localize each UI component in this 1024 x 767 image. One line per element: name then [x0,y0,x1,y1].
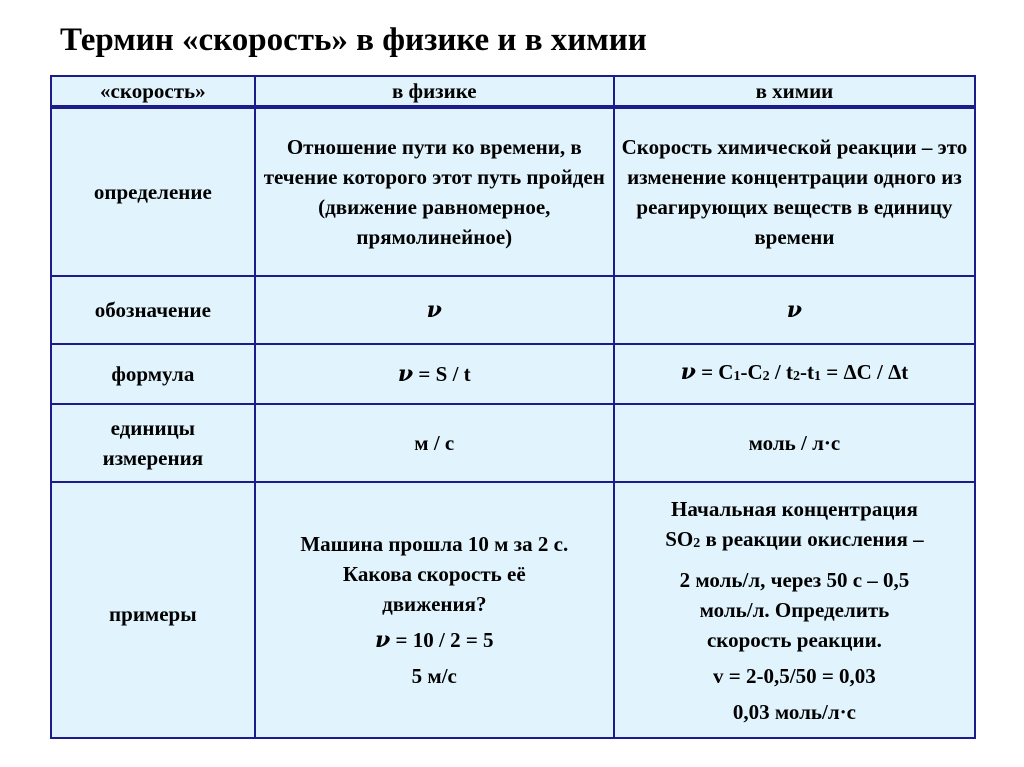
row-label-formula: формула [51,344,255,404]
comparison-table [50,75,976,739]
table-row-formula [51,344,975,404]
physics-units: м / с [255,404,614,482]
table-row-units [51,404,975,482]
formula-subscript: 2 [762,368,770,384]
example-answer: 5 м/с [411,664,457,688]
nu-symbol: ν [680,358,696,385]
formula-subscript: 1 [733,368,741,384]
example-line: Машина прошла 10 м за 2 с. [300,532,569,556]
formula-part: в реакции окисления – [700,526,924,551]
example-calculation: v = 2-0,5/50 = 0,03 [713,663,876,688]
row-label-symbol: обозначение [51,276,255,344]
example-line: Начальная концентрация [671,496,918,521]
row-label-definition: определение [51,107,255,276]
row-label-examples: примеры [51,482,255,738]
formula-part: = C [695,359,734,384]
chemistry-example [614,482,975,738]
header-term: «скорость» [51,76,255,107]
physics-formula [255,344,614,404]
row-label-units [51,404,255,482]
nu-symbol: ν [786,297,803,323]
nu-symbol: ν [426,297,442,323]
physics-symbol [255,276,614,344]
label-line: измерения [102,446,204,470]
chemistry-symbol [614,276,975,344]
nu-symbol: ν [397,361,414,387]
chemistry-definition: Скорость химической реакции – это изменение концентрации одного из реагирующих веществ в единицу времени [614,107,975,276]
formula-part: -t [799,359,814,384]
formula-part: / t [769,359,793,384]
example-line [621,524,968,559]
example-line: движения? [382,592,487,616]
table-header-row [51,76,975,107]
example-answer: 0,03 моль/л·с [732,699,856,724]
example-line: Какова скорость её [342,562,526,586]
formula-subscript: 1 [813,368,821,384]
chemistry-units: моль / л·с [614,404,975,482]
header-physics: в физике [255,76,614,107]
header-chemistry: в химии [614,76,975,107]
table-row-symbol [51,276,975,344]
formula-part: SO [665,526,694,551]
calc-text: = 10 / 2 = 5 [390,628,494,652]
formula-text: = S / t [413,362,471,386]
label-line: единицы [110,416,196,440]
formula-part: -C [740,359,763,384]
table-row-examples [51,482,975,738]
slide-title: Термин «скорость» в физике и в химии [60,22,647,58]
physics-example [255,482,614,738]
nu-symbol: ν [375,627,391,653]
chemistry-formula [614,344,975,404]
example-line: скорость реакции. [706,627,882,652]
example-calculation [262,625,607,655]
example-line: моль/л. Определить [699,597,890,622]
table-row-definition [51,107,975,276]
formula-subscript: 2 [693,535,701,551]
example-line: 2 моль/л, через 50 с – 0,5 [679,567,910,592]
formula-part: = ΔC / Δt [820,359,909,384]
formula-subscript: 2 [792,368,800,384]
physics-definition: Отношение пути ко времени, в течение которого этот путь пройден (движение равномерное, прямолинейное) [255,107,614,276]
